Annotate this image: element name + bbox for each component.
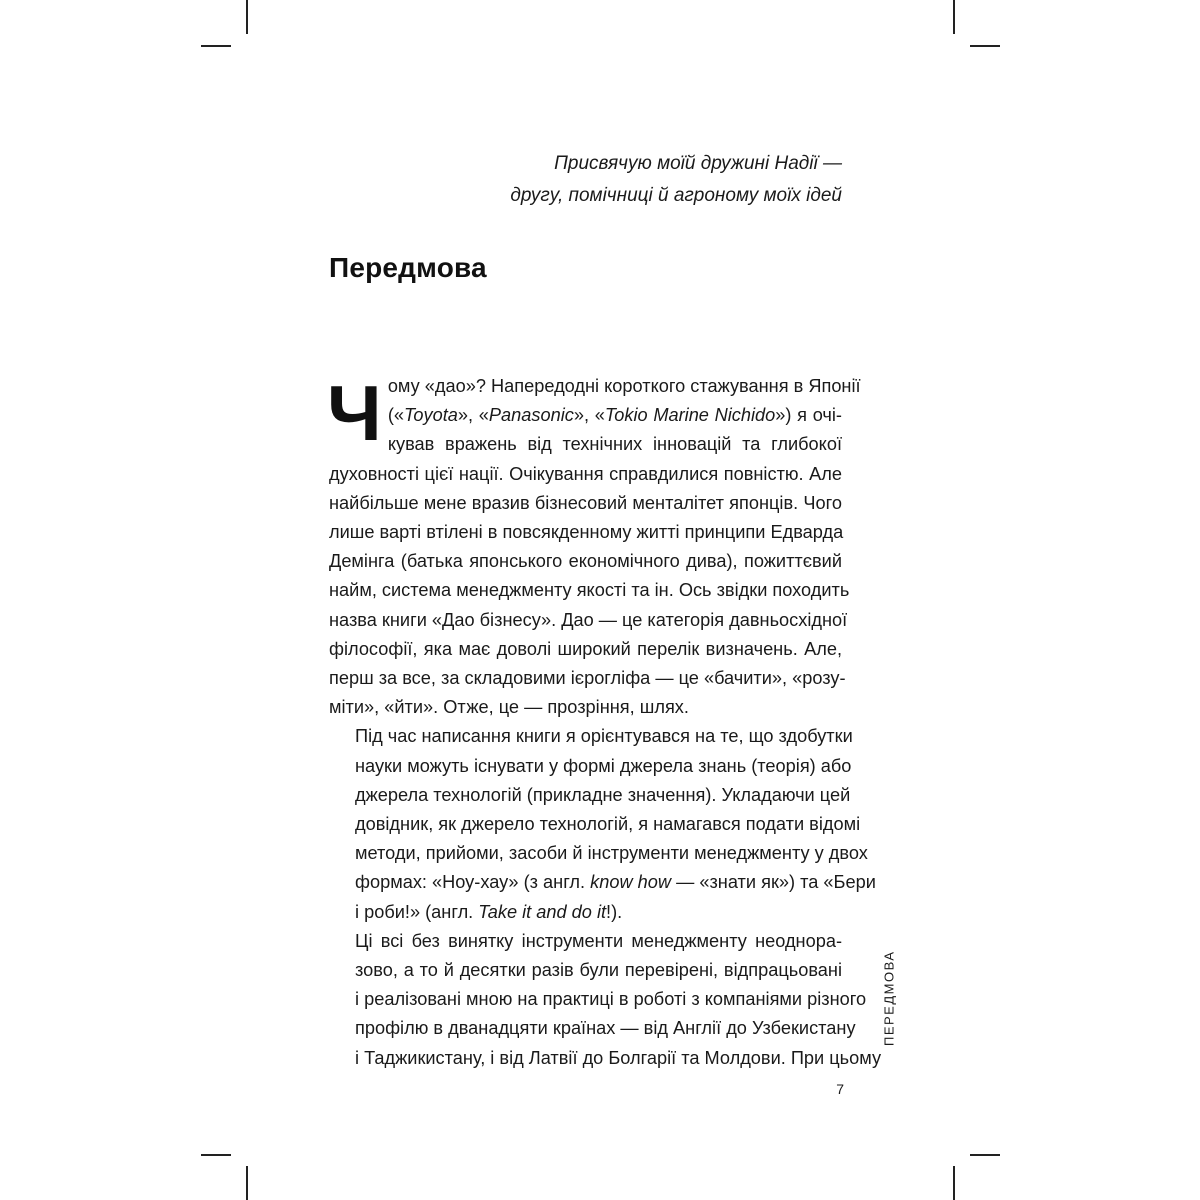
text-line: Під час написання книги я орієнтувався на те, що здобутки [355,726,853,747]
text-line: і реалізовані мною на практиці в роботі з компаніями різного [355,989,867,1010]
paragraph-1-lines [327,369,861,722]
italic-term: Panasonic [488,405,574,426]
page-number: 7 [836,1081,844,1097]
paragraph-2 [329,722,876,926]
running-header-vertical: ПЕРЕДМОВА [881,950,897,1046]
text-line: науки можуть існувати у формі джерела знань (теорія) або [355,755,852,776]
text-line: профілю в дванадцяти країнах — від Англії до Узбекистану [355,1018,856,1039]
dedication-line-1: Присвячую моїй дружині Надії — [554,153,842,174]
text-line: кував вражень від технічних інновацій та глибокої [387,434,842,455]
text-line: і Таджикистану, і від Латвії до Болгарії та Молдови. При цьому [355,1047,882,1068]
crop-mark-bottom-left-vertical [246,1166,248,1200]
paragraph-1 [327,369,861,722]
text-line: ому «дао»? Напередодні короткого стажування в Японії [387,376,861,396]
text-line: довідник, як джерело технологій, я намагався подати відомі [355,814,861,835]
text-line: лише варті втілені в повсякденному житті принципи Едварда [329,522,844,543]
text-line: і роби!» (англ. Take it and do it!). [355,901,623,922]
text-line: міти», «йти». Отже, це — прозріння, шлях. [329,697,689,718]
paragraph-3 [329,927,882,1073]
text-line: зово, а то й десятки разів були перевірені, відпрацьовані [355,960,842,981]
italic-term: Toyota [403,405,458,426]
crop-mark-top-left-horizontal [201,45,231,47]
text-line: перш за все, за складовими ієрогліфа — це «бачити», «розу- [329,668,846,689]
drop-cap: Ч [327,369,382,457]
text-line: найм, система менеджменту якості та ін. Ось звідки походить [329,580,850,601]
text-line: формах: «Ноу-хау» (з англ. know how — «знати як») та «Бери [355,872,876,893]
crop-mark-bottom-right-horizontal [970,1154,1000,1156]
text-line: духовності цієї нації. Очікування справдилися повністю. Але [329,463,842,484]
page-heading: Передмова [329,252,487,283]
crop-mark-bottom-left-horizontal [201,1154,231,1156]
text-line: джерела технологій (прикладне значення). Укладаючи цей [355,784,851,805]
italic-term: Take it and do it [478,901,607,922]
italic-term: know how [590,872,672,893]
text-line: Демінга (батька японського економічного дива), пожиттєвий [329,551,842,572]
text-line: філософії, яка має доволі широкий перелік визначень. Але, [329,638,842,659]
crop-mark-top-right-vertical [953,0,955,34]
dedication-line-2: другу, помічниці й агроному моїх ідей [510,185,842,206]
crop-mark-top-right-horizontal [970,45,1000,47]
crop-mark-top-left-vertical [246,0,248,34]
dedication [322,148,842,212]
crop-mark-bottom-right-vertical [953,1166,955,1200]
text-line: найбільше мене вразив бізнесовий менталітет японців. Чого [329,492,842,513]
text-line: методи, прийоми, засоби й інструменти менеджменту у двох [355,843,868,864]
italic-term: Tokio Marine Nichido [604,405,776,426]
body-text [327,369,882,1073]
text-line: («Toyota», «Panasonic», «Tokio Marine Nichido») я очі- [387,405,842,426]
text-line: назва книги «Дао бізнесу». Дао — це категорія давньосхідної [329,609,848,630]
text-line: Ці всі без винятку інструменти менеджменту неоднора- [355,930,842,951]
